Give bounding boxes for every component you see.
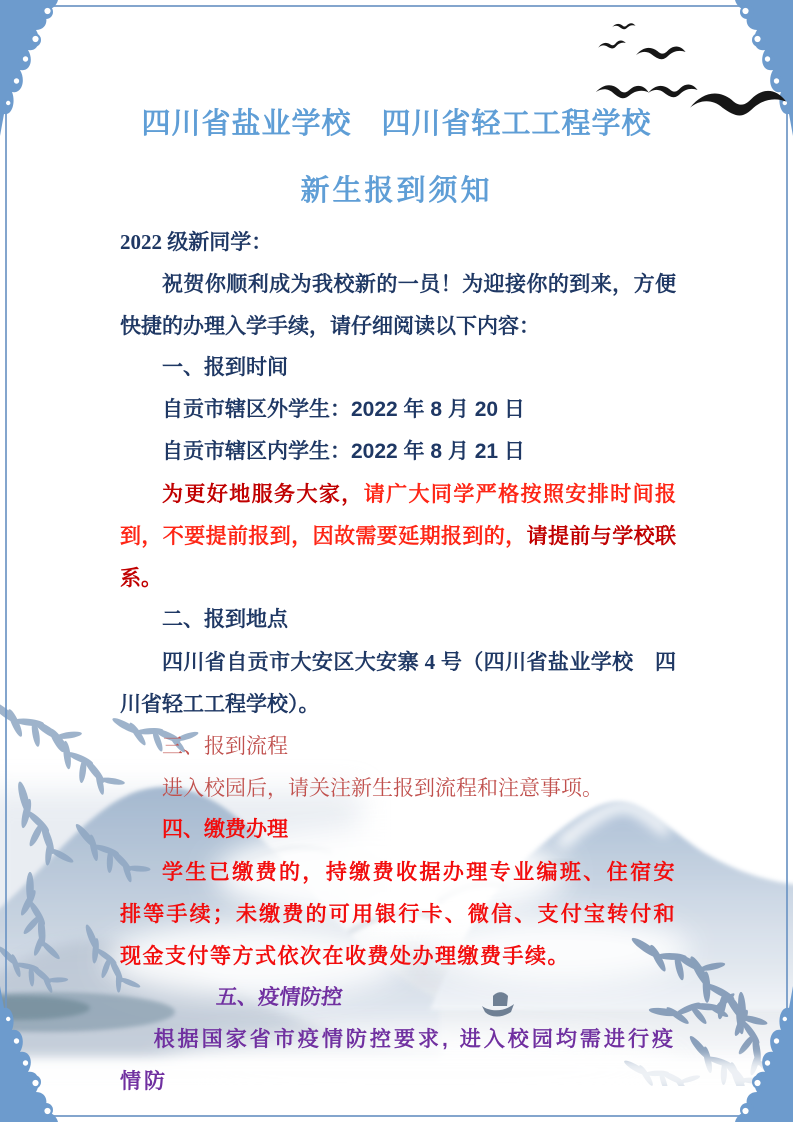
page-title: 四川省盐业学校 四川省轻工工程学校 <box>141 108 652 140</box>
section5-heading <box>120 977 676 1019</box>
section5-body: 根据国家省市疫情防控要求, 进入校园均需进行疫情防 <box>120 1028 676 1093</box>
page-subtitle: 新生报到须知 <box>300 175 493 207</box>
notice-segment: 请广大同学严格按照安排时间报到，不要提前报到，因故需要延期报到的， <box>120 482 677 548</box>
section1-date-outside: 自贡市辖区外学生：2022 年 8 月 20 日 <box>162 398 525 421</box>
section4-heading: 四、缴费办理 <box>162 818 288 841</box>
section2-address: 四川省自贡市大安区大安寨 4 号（四川省盐业学校 四川省轻工工程学校）。 <box>120 650 676 716</box>
section1-notice <box>120 473 676 599</box>
section1-heading: 一、报到时间 <box>162 356 288 379</box>
section1-date-inside: 自贡市辖区内学生：2022 年 8 月 21 日 <box>162 440 525 463</box>
cloud-corner-ornament-icon <box>697 986 793 1122</box>
intro-paragraph: 祝贺你顺利成为我校新的一员！为迎接你的到来，方便快捷的办理入学手续，请仔细阅读以下内容： <box>120 272 676 338</box>
section3-heading: 三、报到流程 <box>162 734 288 758</box>
section2-heading: 二、报到地点 <box>162 608 288 631</box>
notice-segment: 请提前与学校联系。 <box>120 524 677 590</box>
salutation: 2022 级新同学： <box>120 230 273 254</box>
body-text <box>120 221 676 1103</box>
notice-segment: 为更好地服务大家， <box>162 482 364 506</box>
section4-body: 学生已缴费的，持缴费收据办理专业编班、住宿安排等手续；未缴费的可用银行卡、微信、支付宝转付和现金支付等方式依次在收费处办理缴费手续。 <box>120 860 676 968</box>
section3-body: 进入校园后，请关注新生报到流程和注意事项。 <box>162 776 603 800</box>
cloud-corner-ornament-icon <box>0 986 96 1122</box>
section5-heading-text: 五、疫情防控 <box>215 986 344 1009</box>
